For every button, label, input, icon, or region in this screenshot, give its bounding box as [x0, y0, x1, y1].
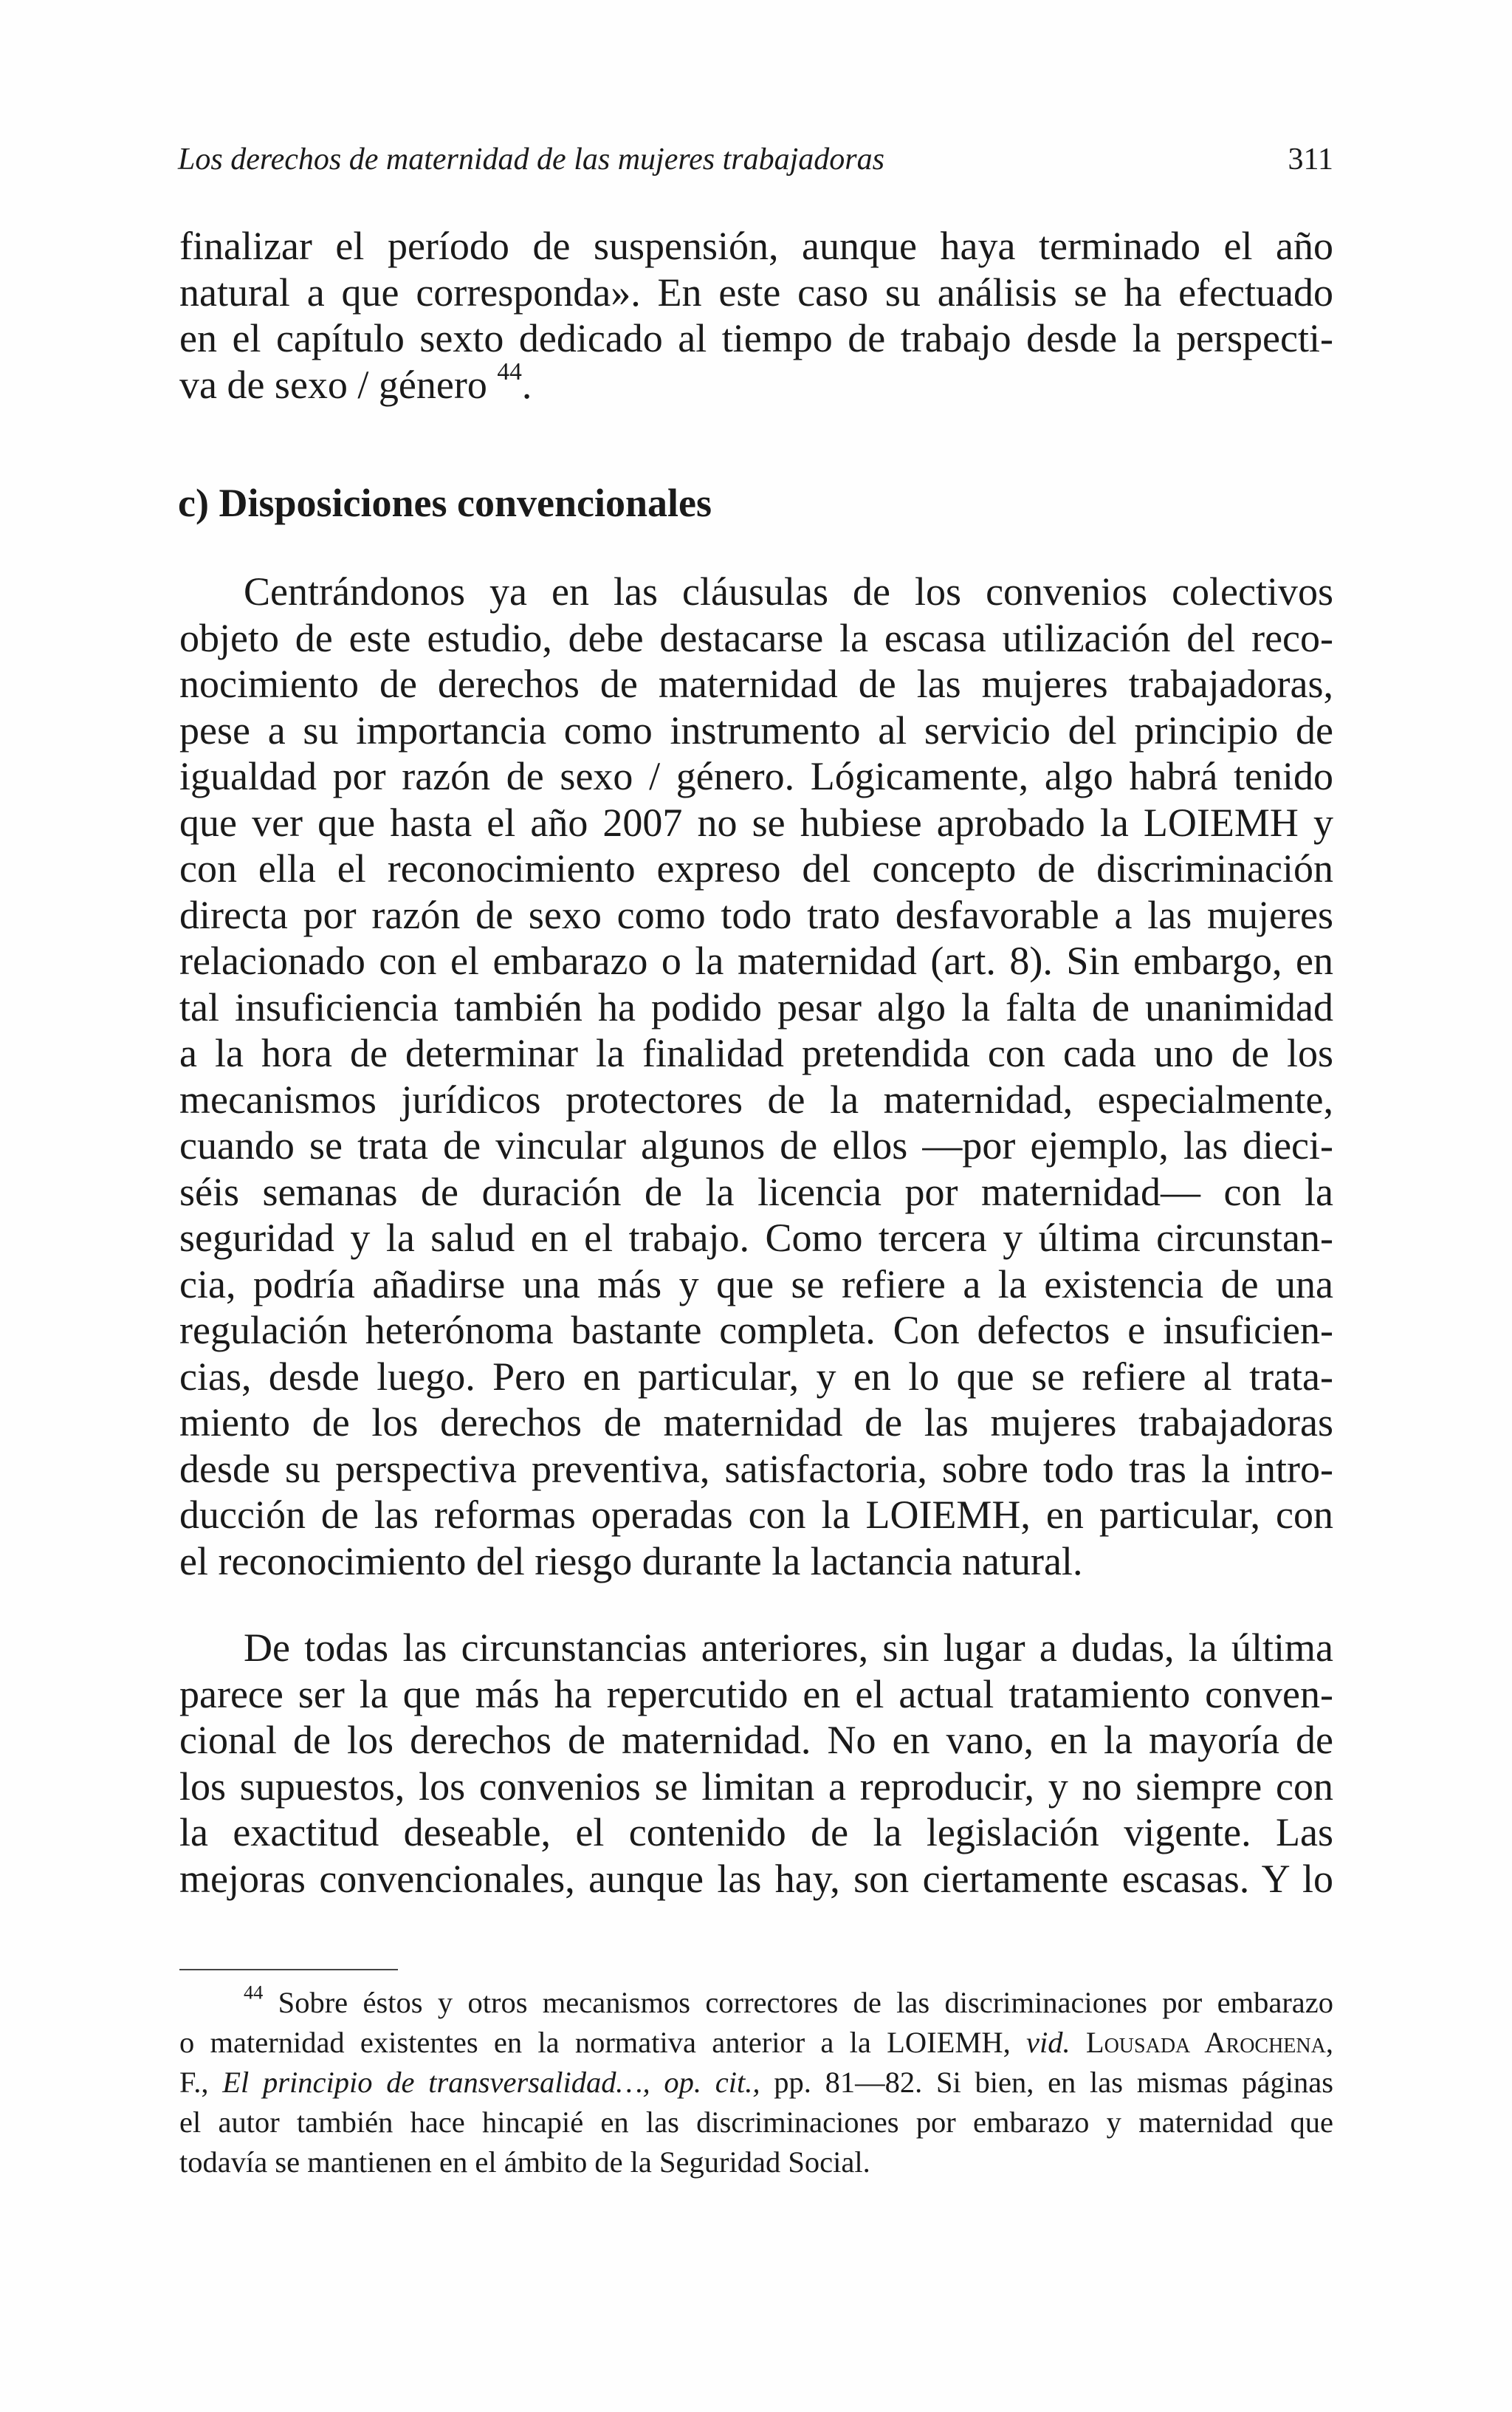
text-line: parece ser la que más ha repercutido en el actual tratamiento conven- — [179, 1671, 1333, 1716]
cited-author: Lousada Arochena, — [1070, 2026, 1333, 2059]
text-line: cia, podría añadirse una más y que se refiere a la existencia de una — [179, 1261, 1333, 1306]
footnote-number: 44 — [244, 1981, 264, 2004]
footnote — [179, 1983, 1333, 2182]
text-line: mecanismos jurídicos protectores de la maternidad, especialmente, — [179, 1077, 1333, 1122]
text-line: nocimiento de derechos de maternidad de las mujeres trabajadoras, — [179, 662, 1333, 706]
text-line: con ella el reconocimiento expreso del concepto de discriminación — [179, 846, 1333, 891]
text-segment: o maternidad existentes en la normativa anterior a la LOIEMH, — [179, 2026, 1026, 2059]
footnote-line: todavía se mantienen en el ámbito de la Seguridad Social. — [179, 2145, 870, 2179]
text-line: Centrándonos ya en las cláusulas de los convenios colectivos — [244, 569, 1333, 614]
continuation-paragraph — [179, 223, 1333, 408]
text-line: cuando se trata de vincular algunos de ellos —por ejemplo, las dieci- — [179, 1123, 1333, 1168]
text-line: los supuestos, los convenios se limitan a reproducir, y no siempre con — [179, 1764, 1333, 1809]
text-line: pese a su importancia como instrumento al servicio del principio de — [179, 708, 1333, 753]
text-line: ducción de las reformas operadas con la LOIEMH, en particular, con — [179, 1493, 1333, 1537]
text-segment: Sobre éstos y otros mecanismos correctores de las discriminaciones por embarazo — [278, 1986, 1334, 2019]
text-line: seguridad y la salud en el trabajo. Como tercera y última circunstan- — [179, 1216, 1333, 1260]
footnote-line — [179, 2063, 1333, 2103]
footnote-line — [179, 2023, 1333, 2063]
body-paragraph — [179, 569, 1333, 1584]
text-line: tal insuficiencia también ha podido pesar algo la falta de unanimidad — [179, 984, 1333, 1029]
footnote-line: el autor también hace hincapié en las discriminaciones por embarazo y maternidad que — [179, 2106, 1333, 2139]
text-line: miento de los derechos de maternidad de las mujeres trabajadoras — [179, 1400, 1333, 1445]
cited-work-title: El principio de transversalidad…, op. cit., — [222, 2066, 760, 2099]
running-header — [178, 137, 1333, 182]
text-line: directa por razón de sexo como todo trato desfavorable a las mujeres — [179, 892, 1333, 937]
footnote-divider — [179, 1969, 398, 1970]
text-line: igualdad por razón de sexo / género. Lógicamente, algo habrá tenido — [179, 754, 1333, 798]
text-line: relacionado con el embarazo o la maternidad (art. 8). Sin embargo, en — [179, 939, 1333, 983]
text-line: el reconocimiento del riesgo durante la lactancia natural. — [179, 1538, 1083, 1583]
text-line: en el capítulo sexto dedicado al tiempo de trabajo desde la perspecti- — [179, 316, 1333, 360]
text-line: cional de los derechos de maternidad. No en vano, en la mayoría de — [179, 1718, 1333, 1762]
text-line — [179, 357, 1333, 408]
text-segment: pp. 81—82. Si bien, en las mismas páginas — [760, 2066, 1333, 2099]
text-line: a la hora de determinar la finalidad pretendida con cada uno de los — [179, 1031, 1333, 1075]
section-heading: c) Disposiciones convencionales — [178, 481, 712, 525]
text-line: la exactitud deseable, el contenido de la legislación vigente. Las — [179, 1810, 1333, 1854]
text-segment: F., — [179, 2066, 223, 2099]
sentence-end: . — [521, 362, 532, 407]
text-segment: va de sexo / género — [179, 362, 487, 407]
footnote-line — [179, 1983, 1333, 2023]
body-paragraph — [179, 1625, 1333, 1902]
text-line: séis semanas de duración de la licencia por maternidad— con la — [179, 1169, 1333, 1214]
text-line: objeto de este estudio, debe destacarse la escasa utilización del reco- — [179, 615, 1333, 660]
text-line: finalizar el período de suspensión, aunque haya terminado el año — [179, 224, 1333, 268]
text-line: cias, desde luego. Pero en particular, y en lo que se refiere al trata- — [179, 1354, 1333, 1399]
text-line: regulación heterónoma bastante completa. Con defectos e insuficien- — [179, 1308, 1333, 1352]
text-line: que ver que hasta el año 2007 no se hubiese aprobado la LOIEMH y — [179, 800, 1333, 845]
running-title: Los derechos de maternidad de las mujeres trabajadoras — [178, 143, 884, 177]
text-line: mejoras convencionales, aunque las hay, son ciertamente escasas. Y lo — [179, 1856, 1333, 1901]
footnote-reference: 44 — [497, 357, 522, 386]
vid-abbreviation: vid. — [1025, 2026, 1071, 2059]
page-number: 311 — [1288, 143, 1333, 177]
text-line: De todas las circunstancias anteriores, sin lugar a dudas, la última — [244, 1625, 1333, 1670]
text-line: natural a que corresponda». En este caso su análisis se ha efectuado — [179, 270, 1333, 315]
text-line: desde su perspectiva preventiva, satisfactoria, sobre todo tras la intro- — [179, 1446, 1333, 1491]
